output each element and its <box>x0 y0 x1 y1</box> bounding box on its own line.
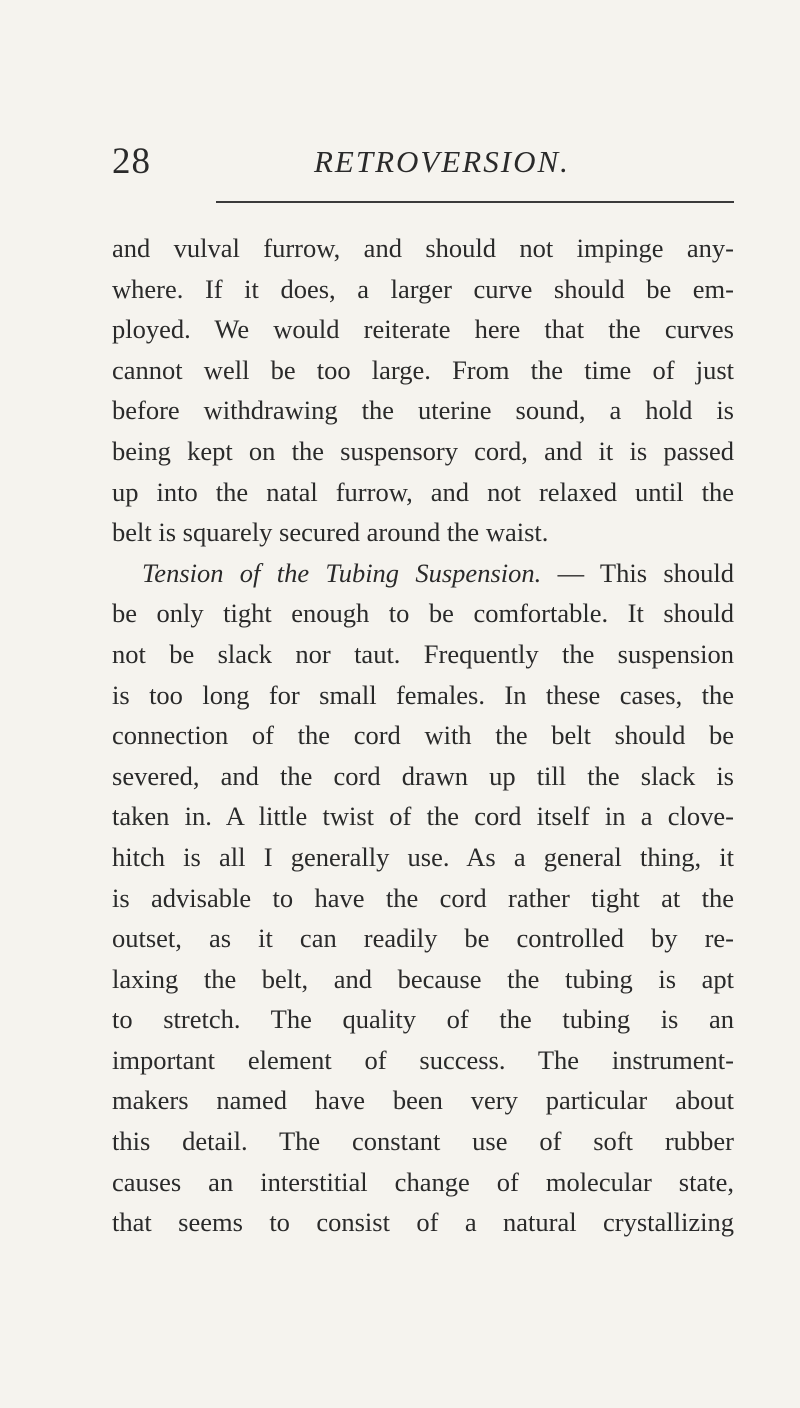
section-heading-line <box>112 553 734 594</box>
section-title: Tension of the Tubing Suspension. <box>142 557 542 588</box>
text-line: makers named have been very particular about <box>112 1085 734 1116</box>
text-line: is advisable to have the cord rather tight at the <box>112 882 734 913</box>
text-line: taken in. A little twist of the cord itself in a clove- <box>112 801 734 832</box>
text-line: outset, as it can readily be controlled by re- <box>112 923 734 954</box>
text-line: up into the natal furrow, and not relaxed until the <box>112 476 734 507</box>
text-line: to stretch. The quality of the tubing is an <box>112 1004 734 1035</box>
page-number: 28 <box>112 141 151 182</box>
text-line: being kept on the suspensory cord, and it is passed <box>112 435 734 466</box>
running-head: RETROVERSION. <box>314 144 570 179</box>
text-line: important element of success. The instrument- <box>112 1044 734 1075</box>
text-line: before withdrawing the uterine sound, a hold is <box>112 395 734 426</box>
text-line: hitch is all I generally use. As a general thing, it <box>112 841 734 872</box>
text-line: severed, and the cord drawn up till the slack is <box>112 760 734 791</box>
text-line: where. If it does, a larger curve should be em- <box>112 273 734 304</box>
text-line: laxing the belt, and because the tubing is apt <box>112 963 734 994</box>
text-line: causes an interstitial change of molecular state, <box>112 1166 734 1197</box>
text-line: be only tight enough to be comfortable. It should <box>112 598 734 629</box>
text-line: belt is squarely secured around the waist. <box>112 517 549 548</box>
section-title-continuation: — This should <box>541 557 734 588</box>
text-line: and vulval furrow, and should not impinge any- <box>112 233 734 263</box>
body-text <box>112 228 734 1243</box>
text-line: this detail. The constant use of soft rubber <box>112 1126 734 1157</box>
page-header <box>0 140 800 190</box>
text-line: ployed. We would reiterate here that the curves <box>112 314 734 345</box>
text-line: connection of the cord with the belt should be <box>112 720 734 751</box>
header-rule <box>216 201 734 203</box>
text-line: not be slack nor taut. Frequently the suspension <box>112 638 734 669</box>
text-line: cannot well be too large. From the time of just <box>112 354 734 385</box>
text-line: is too long for small females. In these cases, the <box>112 679 734 710</box>
text-line: that seems to consist of a natural crystallizing <box>112 1207 734 1238</box>
